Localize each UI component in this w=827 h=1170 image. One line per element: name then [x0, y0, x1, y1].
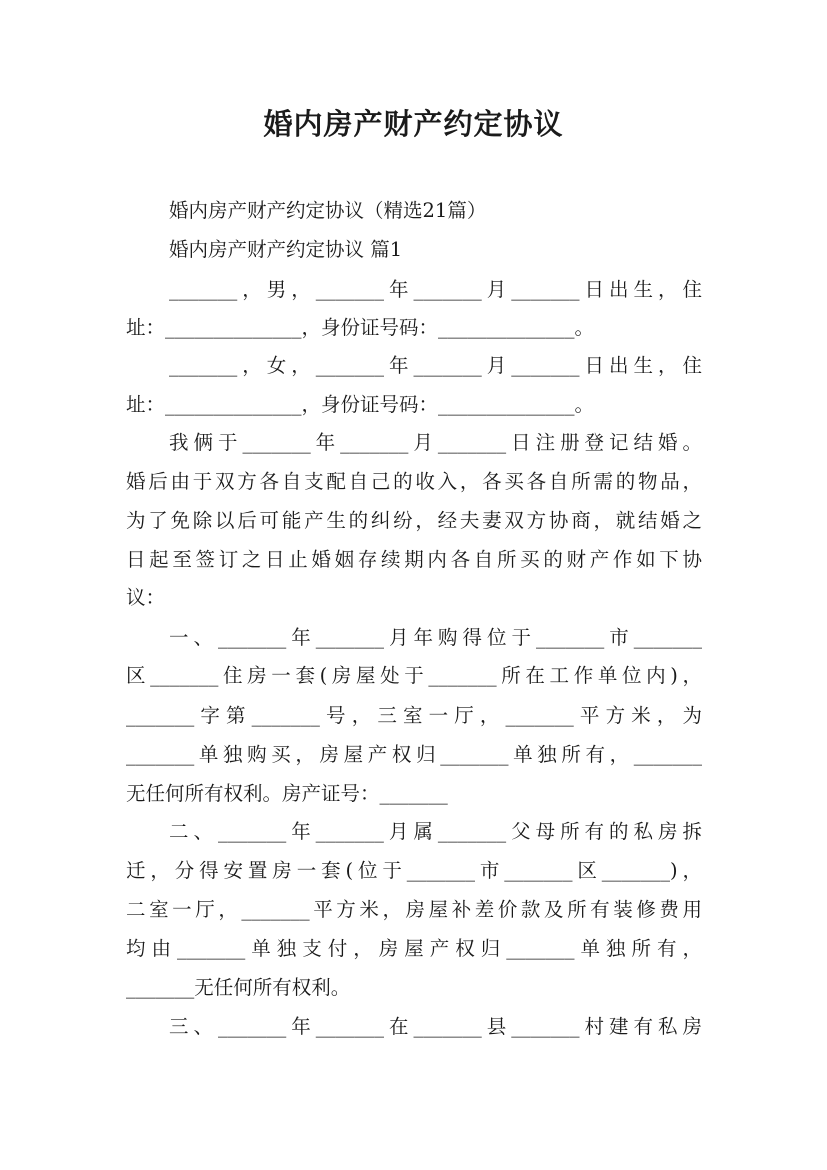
- paragraph-line: 婚后由于双方各自支配自己的收入，各买各自所需的物品，: [126, 470, 702, 493]
- paragraph-line: 址：______________，身份证号码：______________。: [126, 316, 595, 339]
- paragraph-line: _______无任何所有权利。: [126, 976, 351, 999]
- paragraph-line: 我俩于_______年_______月_______日注册登记结婚。: [169, 431, 702, 454]
- paragraph-line: 址：______________，身份证号码：______________。: [126, 393, 595, 416]
- paragraph-line: 日起至签订之日止婚姻存续期内各自所买的财产作如下协: [126, 548, 702, 571]
- paragraph-line: 迁，分得安置房一套(位于_______市_______区_______)，: [126, 859, 702, 882]
- subtitle-line: 婚内房产财产约定协议（精选21篇）: [169, 199, 487, 222]
- paragraph-line: _______，女，_______年_______月_______日出生，住: [169, 354, 702, 377]
- paragraph-line: 三、_______年_______在_______县_______村建有私房: [169, 1015, 702, 1038]
- paragraph-line: 议：: [126, 586, 166, 609]
- paragraph-line: _______单独购买，房屋产权归_______单独所有，_______: [126, 743, 702, 766]
- paragraph-line: _______字第_______号，三室一厅，_______平方米，为: [126, 704, 702, 727]
- paragraph-line: _______，男，_______年_______月_______日出生，住: [169, 278, 702, 301]
- paragraph-line: 为了免除以后可能产生的纠纷，经夫妻双方协商，就结婚之: [126, 509, 702, 532]
- section-heading: 婚内房产财产约定协议 篇1: [169, 238, 403, 261]
- paragraph-line: 区_______住房一套(房屋处于_______所在工作单位内)，: [126, 664, 702, 687]
- paragraph-line: 均由_______单独支付，房屋产权归_______单独所有，: [126, 937, 702, 960]
- paragraph-line: 一、_______年_______月年购得位于_______市_______: [169, 626, 702, 649]
- document-title: 婚内房产财产约定协议: [263, 107, 564, 141]
- paragraph-line: 二、_______年_______月属_______父母所有的私房拆: [169, 820, 702, 843]
- paragraph-line: 二室一厅，_______平方米，房屋补差价款及所有装修费用: [126, 898, 702, 921]
- paragraph-line: 无任何所有权利。房产证号：_______: [126, 782, 448, 805]
